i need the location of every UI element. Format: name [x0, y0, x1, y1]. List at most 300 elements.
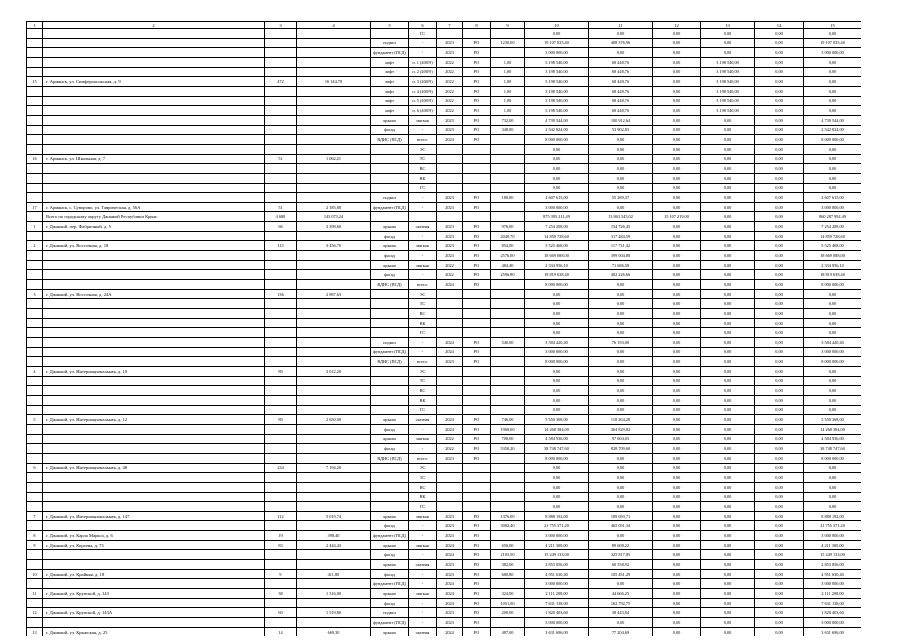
cell-amount-13: 3 198 540,00 [701, 77, 755, 87]
cell-amount-12: 0,00 [653, 589, 701, 599]
table-row [27, 38, 862, 48]
cell-amount-11: 325 817,85 [589, 550, 653, 560]
cell-year: 2024 [437, 598, 463, 608]
cell-subtype: ВК [409, 173, 437, 183]
cell-cost: 8 000 000,00 [525, 357, 589, 367]
cell-subtype: п. 1 (400/9) [409, 57, 437, 67]
cell-residents [265, 424, 297, 434]
cell-residents [265, 521, 297, 531]
cell-area: 3 012,20 [297, 366, 371, 376]
cell-element: ВДИС (ПСД) [371, 135, 409, 145]
cell-cost: 3 000 000,00 [525, 531, 589, 541]
cell-residents: 136 [265, 289, 297, 299]
cell-method: РО [463, 202, 491, 212]
cell-method: РО [463, 125, 491, 135]
cell-area [297, 135, 371, 145]
cell-subtype: ВС [409, 309, 437, 319]
cell-method: РО [463, 241, 491, 251]
cell-subtype: ВК [409, 318, 437, 328]
cell-cost: 3 198 540,00 [525, 96, 589, 106]
cell-residents [265, 347, 297, 357]
cell-amount-14: 0,00 [755, 434, 804, 444]
table-row [27, 86, 862, 96]
table-row [27, 424, 862, 434]
cell-element: лифт [371, 57, 409, 67]
cell-cost: 4 951 630,40 [525, 569, 589, 579]
cell-year [437, 318, 463, 328]
table-row [27, 560, 862, 570]
cell-year [437, 154, 463, 164]
cell-amount-13: 0,00 [701, 589, 755, 599]
cell-element: подвал [371, 38, 409, 48]
cell-row-number [27, 106, 43, 116]
cell-volume [491, 29, 525, 39]
cell-cost: 2 334 956,10 [525, 260, 589, 270]
cell-amount-11: 68 448,76 [589, 106, 653, 116]
cell-amount-12: 0,00 [653, 444, 701, 454]
cell-cost: 2 607 615,00 [525, 193, 589, 203]
cell-amount-15: 0,00 [804, 473, 862, 483]
cell-residents: 14 [265, 627, 297, 636]
cell-subtype: - [409, 48, 437, 58]
cell-method: РО [463, 531, 491, 541]
cell-method: РО [463, 569, 491, 579]
table-row [27, 376, 862, 386]
cell-year [437, 473, 463, 483]
cell-amount-15: 0,00 [804, 86, 862, 96]
cell-cost: 0,00 [525, 376, 589, 386]
cell-residents [265, 386, 297, 396]
cell-amount-15: 3 000 000,00 [804, 579, 862, 589]
cell-amount-15: 860 287 992,49 [804, 212, 862, 222]
cell-row-number [27, 280, 43, 290]
cell-amount-14: 0,00 [755, 569, 804, 579]
cell-residents [265, 618, 297, 628]
table-row [27, 135, 862, 145]
cell-amount-15: 3 000 000,00 [804, 347, 862, 357]
cell-amount-15: 8 000 000,00 [804, 135, 862, 145]
cell-amount-13: 0,00 [701, 357, 755, 367]
cell-residents [265, 270, 297, 280]
cell-amount-14: 0,00 [755, 289, 804, 299]
cell-volume: 348,00 [491, 125, 525, 135]
cell-area [297, 482, 371, 492]
cell-residents [265, 67, 297, 77]
cell-amount-12: 0,00 [653, 38, 701, 48]
cell-element [371, 492, 409, 502]
cell-area [297, 502, 371, 512]
cell-amount-15: 0,00 [804, 96, 862, 106]
cell-address: г. Джанкой, ул. Интернациональная, д. 12 [43, 415, 265, 425]
cell-amount-14: 0,00 [755, 86, 804, 96]
cell-residents [265, 309, 297, 319]
cell-amount-12: 0,00 [653, 395, 701, 405]
table-row [27, 347, 862, 357]
table-row [27, 550, 862, 560]
cell-address [43, 299, 265, 309]
cell-row-number [27, 96, 43, 106]
cell-address: г. Джанкой, ул. Интернациональная, д. 147 [43, 511, 265, 521]
table-row [27, 502, 862, 512]
cell-area [297, 115, 371, 125]
cell-amount-11: 13 863 545,02 [589, 212, 653, 222]
cell-row-number [27, 115, 43, 125]
cell-volume [491, 347, 525, 357]
cell-amount-13: 0,00 [701, 183, 755, 193]
cell-row-number: 10 [27, 569, 43, 579]
cell-row-number: 16 [27, 154, 43, 164]
cell-method [463, 463, 491, 473]
cell-element: подвал [371, 193, 409, 203]
cell-amount-12: 0,00 [653, 347, 701, 357]
cell-amount-11: 399 004,88 [589, 251, 653, 261]
cell-cost: 8 000 000,00 [525, 453, 589, 463]
cell-year: 2022 [437, 96, 463, 106]
cell-year [437, 212, 463, 222]
cell-row-number [27, 357, 43, 367]
cell-year: 2023 [437, 608, 463, 618]
table-row [27, 453, 862, 463]
cell-subtype [409, 212, 437, 222]
cell-cost: 4 739 544,00 [525, 115, 589, 125]
cell-amount-11: 44 666,25 [589, 589, 653, 599]
cell-volume: 484,40 [491, 260, 525, 270]
cell-area [297, 579, 371, 589]
cell-year: 2022 [437, 434, 463, 444]
cell-amount-14: 0,00 [755, 318, 804, 328]
cell-amount-14: 0,00 [755, 550, 804, 560]
cell-residents: 472 [265, 77, 297, 87]
cell-amount-14: 0,00 [755, 589, 804, 599]
cell-amount-13: 0,00 [701, 251, 755, 261]
cell-row-number [27, 48, 43, 58]
cell-amount-11: 89 608,22 [589, 540, 653, 550]
cell-amount-15: 3 000 000,00 [804, 531, 862, 541]
cell-subtype: ГС [409, 183, 437, 193]
cell-amount-11: 0,00 [589, 328, 653, 338]
cell-year [437, 395, 463, 405]
cell-area [297, 270, 371, 280]
cell-amount-13: 0,00 [701, 521, 755, 531]
cell-volume: 200,00 [491, 608, 525, 618]
cell-method: РО [463, 627, 491, 636]
cell-address [43, 96, 265, 106]
cell-cost: 3 000 000,00 [525, 202, 589, 212]
cell-element: ВДИС (ПСД) [371, 280, 409, 290]
cell-row-number: 9 [27, 540, 43, 550]
cell-row-number [27, 560, 43, 570]
col-num-10: 10 [525, 22, 589, 29]
cell-row-number [27, 183, 43, 193]
cell-area: 3 456,70 [297, 241, 371, 251]
cell-volume: 732,00 [491, 115, 525, 125]
cell-year: 2023 [437, 193, 463, 203]
cell-cost: 0,00 [525, 173, 589, 183]
cell-residents [265, 106, 297, 116]
cell-row-number [27, 231, 43, 241]
cell-method [463, 376, 491, 386]
cell-amount-13: 0,00 [701, 38, 755, 48]
cell-area: 5 019,74 [297, 511, 371, 521]
cell-method: РО [463, 453, 491, 463]
cell-volume: 540,00 [491, 338, 525, 348]
cell-element [371, 164, 409, 174]
cell-subtype: - [409, 125, 437, 135]
cell-amount-12: 0,00 [653, 318, 701, 328]
cell-amount-13: 0,00 [701, 482, 755, 492]
cell-year [437, 328, 463, 338]
cell-amount-12: 0,00 [653, 309, 701, 319]
cell-residents [265, 173, 297, 183]
cell-amount-14: 0,00 [755, 540, 804, 550]
cell-address: г. Джанкой, ул. Карла Маркса, д. 6 [43, 531, 265, 541]
col-num-12: 12 [653, 22, 701, 29]
cell-residents: 115 [265, 241, 297, 251]
cell-amount-13: 0,00 [701, 125, 755, 135]
cell-amount-12: 0,00 [653, 241, 701, 251]
cell-amount-12: 0,00 [653, 521, 701, 531]
cell-element: крыша [371, 627, 409, 636]
cell-area [297, 318, 371, 328]
cell-residents: 89 [265, 366, 297, 376]
cell-residents: 51 [265, 154, 297, 164]
cell-row-number [27, 376, 43, 386]
cell-volume: 680,80 [491, 569, 525, 579]
cell-area [297, 299, 371, 309]
cell-amount-14: 0,00 [755, 531, 804, 541]
cell-amount-14: 0,00 [755, 193, 804, 203]
cell-amount-13: 0,00 [701, 299, 755, 309]
cell-year: 2023 [437, 521, 463, 531]
cell-amount-12: 0,00 [653, 463, 701, 473]
cell-address [43, 67, 265, 77]
cell-amount-14: 0,00 [755, 299, 804, 309]
cell-amount-13: 0,00 [701, 618, 755, 628]
cell-element: фасад [371, 270, 409, 280]
cell-cost: 0,00 [525, 183, 589, 193]
cell-row-number [27, 135, 43, 145]
cell-amount-11: 0,00 [589, 183, 653, 193]
cell-amount-13: 0,00 [701, 154, 755, 164]
cell-method: РО [463, 77, 491, 87]
table-row [27, 511, 862, 521]
cell-year: 2024 [437, 135, 463, 145]
cell-amount-14: 0,00 [755, 173, 804, 183]
cell-amount-13: 0,00 [701, 405, 755, 415]
cell-amount-12: 0,00 [653, 135, 701, 145]
table-row [27, 96, 862, 106]
cell-subtype: мягкая [409, 511, 437, 521]
cell-element: фундамент (ПСД) [371, 347, 409, 357]
cell-amount-14: 0,00 [755, 338, 804, 348]
cell-method: РО [463, 338, 491, 348]
cell-amount-11: 97 604,03 [589, 434, 653, 444]
cell-subtype: мягкая [409, 589, 437, 599]
cell-row-number [27, 550, 43, 560]
cell-amount-14: 0,00 [755, 473, 804, 483]
cell-address [43, 338, 265, 348]
table-row [27, 299, 862, 309]
cell-amount-12: 0,00 [653, 453, 701, 463]
cell-cost: 875 395 211,49 [525, 212, 589, 222]
cell-area: 669,30 [297, 627, 371, 636]
cell-address [43, 270, 265, 280]
cell-amount-11: 408 376,96 [589, 38, 653, 48]
cell-amount-13: 0,00 [701, 511, 755, 521]
table-row [27, 57, 862, 67]
cell-address [43, 598, 265, 608]
cell-row-number [27, 86, 43, 96]
cell-cost: 19 107 035,40 [525, 38, 589, 48]
cell-amount-13: 0,00 [701, 347, 755, 357]
cell-residents [265, 357, 297, 367]
cell-amount-14: 0,00 [755, 222, 804, 232]
cell-address [43, 164, 265, 174]
cell-amount-15: 2 853 856,00 [804, 560, 862, 570]
cell-element [371, 463, 409, 473]
cell-amount-12: 0,00 [653, 405, 701, 415]
cell-address [43, 434, 265, 444]
cell-residents [265, 560, 297, 570]
table-row [27, 579, 862, 589]
cell-method: РО [463, 579, 491, 589]
cell-method: РО [463, 589, 491, 599]
cell-subtype: - [409, 338, 437, 348]
cell-element: крыша [371, 560, 409, 570]
cell-amount-15: 8 888 192,00 [804, 511, 862, 521]
cell-amount-14: 0,00 [755, 376, 804, 386]
cell-area [297, 164, 371, 174]
cell-element: фасад [371, 125, 409, 135]
cell-subtype: п. 3 (400/9) [409, 77, 437, 87]
cell-area [297, 106, 371, 116]
cell-volume: 854,00 [491, 241, 525, 251]
cell-amount-13: 0,00 [701, 328, 755, 338]
cell-amount-12: 0,00 [653, 502, 701, 512]
cell-element: подвал [371, 608, 409, 618]
col-num-9: 9 [491, 22, 525, 29]
cell-amount-12: 0,00 [653, 202, 701, 212]
cell-subtype: всего: [409, 453, 437, 463]
cell-cost: 2 542 824,00 [525, 125, 589, 135]
cell-element: фасад [371, 424, 409, 434]
cell-address [43, 86, 265, 96]
col-num-13: 13 [701, 22, 755, 29]
cell-year: 2024 [437, 415, 463, 425]
cell-area [297, 251, 371, 261]
cell-year: 2023 [437, 241, 463, 251]
cell-year [437, 173, 463, 183]
cell-element [371, 289, 409, 299]
cell-volume: 1376,00 [491, 511, 525, 521]
cell-amount-11: 828 709,60 [589, 444, 653, 454]
cell-amount-13: 0,00 [701, 540, 755, 550]
cell-amount-14: 0,00 [755, 309, 804, 319]
cell-subtype: - [409, 550, 437, 560]
cell-volume: 650,00 [491, 540, 525, 550]
cell-amount-11: 100 912,64 [589, 115, 653, 125]
cell-element: фасад [371, 251, 409, 261]
cell-volume [491, 164, 525, 174]
cell-subtype: п. 5 (400/9) [409, 96, 437, 106]
table-row [27, 618, 862, 628]
table-row [27, 463, 862, 473]
cell-element: ВДИС (ПСД) [371, 453, 409, 463]
table-row [27, 589, 862, 599]
cell-address [43, 135, 265, 145]
cell-volume: 1968,00 [491, 424, 525, 434]
cell-volume [491, 212, 525, 222]
cell-area [297, 405, 371, 415]
cell-element: фасад [371, 231, 409, 241]
col-num-11: 11 [589, 22, 653, 29]
cell-row-number [27, 492, 43, 502]
cell-subtype: - [409, 521, 437, 531]
cell-amount-14: 0,00 [755, 405, 804, 415]
cell-year: 2024 [437, 627, 463, 636]
table-row [27, 482, 862, 492]
cell-amount-15: 0,00 [804, 154, 862, 164]
cell-volume: 324,00 [491, 589, 525, 599]
cell-amount-13: 0,00 [701, 366, 755, 376]
cell-area [297, 144, 371, 154]
cell-address [43, 521, 265, 531]
cell-address [43, 251, 265, 261]
cell-address [43, 328, 265, 338]
cell-row-number: 6 [27, 463, 43, 473]
cell-amount-15: 7 254 208,00 [804, 222, 862, 232]
cell-amount-15: 0,00 [804, 183, 862, 193]
cell-method: РО [463, 415, 491, 425]
cell-volume [491, 48, 525, 58]
cell-amount-12: 0,00 [653, 96, 701, 106]
cell-amount-14: 0,00 [755, 144, 804, 154]
cell-amount-14: 0,00 [755, 579, 804, 589]
cell-area [297, 280, 371, 290]
cell-method [463, 318, 491, 328]
cell-amount-14: 0,00 [755, 125, 804, 135]
table-row [27, 627, 862, 636]
cell-amount-14: 0,00 [755, 608, 804, 618]
cell-amount-14: 0,00 [755, 463, 804, 473]
cell-area [297, 48, 371, 58]
cell-amount-14: 0,00 [755, 241, 804, 251]
cell-amount-12: 0,00 [653, 164, 701, 174]
table-row [27, 164, 862, 174]
cell-element: фундамент (ПСД) [371, 579, 409, 589]
cell-row-number: 1 [27, 222, 43, 232]
cell-subtype: ГС [409, 502, 437, 512]
cell-amount-15: 14 268 384,00 [804, 424, 862, 434]
cell-amount-13: 0,00 [701, 550, 755, 560]
cell-amount-11: 0,00 [589, 502, 653, 512]
cell-amount-15: 15 249 133,00 [804, 550, 862, 560]
cell-amount-13: 0,00 [701, 453, 755, 463]
cell-address [43, 550, 265, 560]
cell-volume: 3002,40 [491, 521, 525, 531]
cell-amount-12: 0,00 [653, 386, 701, 396]
cell-cost: 0,00 [525, 164, 589, 174]
cell-amount-15: 0,00 [804, 318, 862, 328]
cell-residents [265, 579, 297, 589]
cell-cost: 0,00 [525, 318, 589, 328]
cell-amount-15: 38 748 747,60 [804, 444, 862, 454]
cell-amount-13: 0,00 [701, 598, 755, 608]
cell-year [437, 299, 463, 309]
cell-subtype: - [409, 202, 437, 212]
cell-subtype: п. 2 (400/9) [409, 67, 437, 77]
cell-row-number [27, 598, 43, 608]
